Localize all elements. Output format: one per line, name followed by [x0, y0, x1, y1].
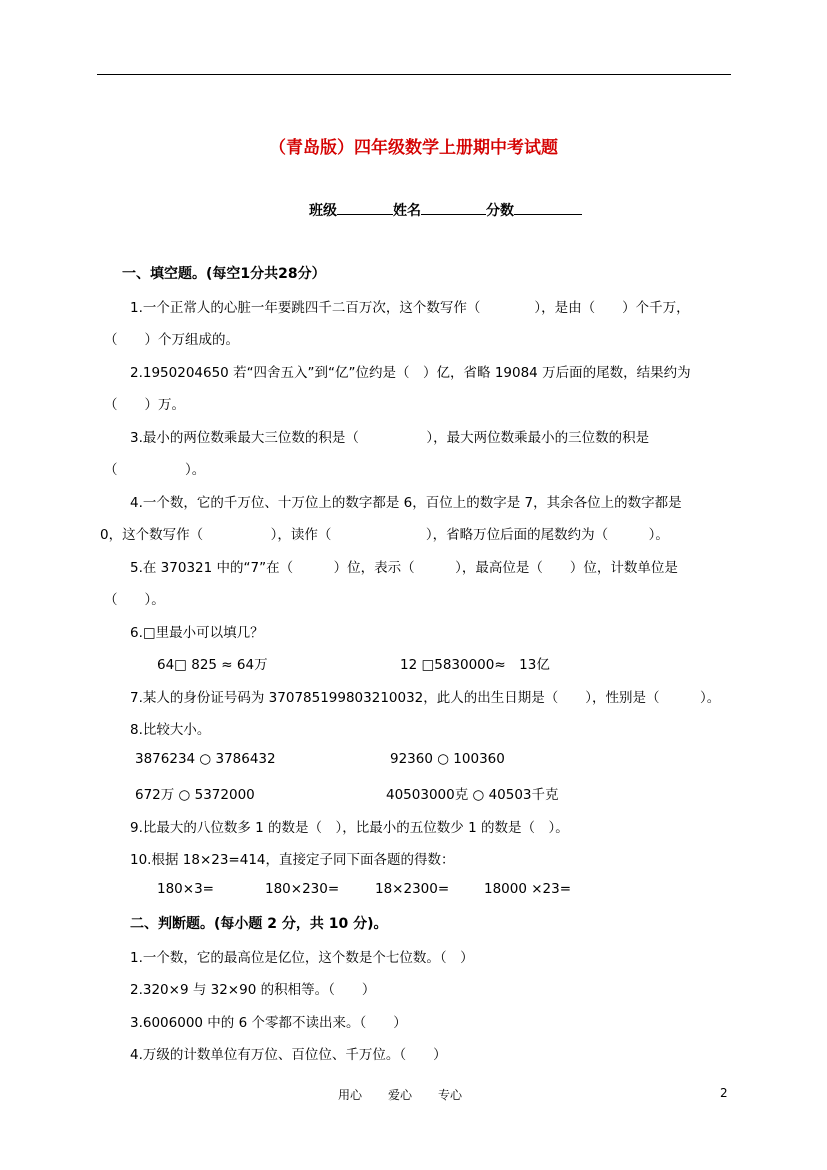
footer-item: 专心 — [438, 1088, 463, 1102]
question-line: 6.□里最小可以填几？ — [130, 625, 264, 641]
calc-item: 18×2300= — [375, 881, 450, 897]
class-label: 班级 — [309, 203, 337, 219]
question-line: 9.比最大的八位数多 1 的数是（ ），比最小的五位数少 1 的数是（ ）。 — [130, 820, 569, 836]
class-blank — [337, 201, 393, 215]
question-line: 4.万级的计数单位有万位、百位位、千万位。（ ） — [130, 1047, 447, 1063]
section1-heading: 一、填空题。(每空1分共28分） — [122, 266, 326, 282]
question-line: 7.某人的身份证号码为 370785199803210032，此人的出生日期是（ ），性别是（ ）。 — [130, 690, 721, 706]
student-info-line — [309, 200, 582, 220]
score-blank — [514, 201, 582, 215]
calc-item: 180×230= — [265, 881, 340, 897]
name-blank — [421, 201, 486, 215]
question-line: 2.320×9 与 32×90 的积相等。（ ） — [130, 982, 376, 998]
calc-item: 180×3= — [157, 881, 214, 897]
compare-item: 672万 ○ 5372000 — [135, 787, 255, 803]
header-rule — [97, 74, 731, 75]
footer-item: 爱心 — [388, 1088, 413, 1102]
question-line: 4.一个数，它的千万位、十万位上的数字都是 6，百位上的数字是 7，其余各位上的数字都是 — [130, 495, 682, 511]
calc-item: 18000 ×23= — [484, 881, 572, 897]
section2-heading: 二、判断题。(每小题 2 分，共 10 分)。 — [130, 916, 388, 932]
compare-item: 3876234 ○ 3786432 — [135, 751, 276, 767]
question-line: 10.根据 18×23=414，直接定子同下面各题的得数： — [130, 852, 455, 868]
question-line: （ ）个万组成的。 — [104, 332, 239, 348]
q6-item: 12 □5830000≈ 13亿 — [400, 657, 550, 673]
q6-item: 64□ 825 ≈ 64万 — [157, 657, 268, 673]
question-line: 1.一个数，它的最高位是亿位，这个数是个七位数。（ ） — [130, 950, 474, 966]
compare-item: 92360 ○ 100360 — [390, 751, 505, 767]
question-line: （ ）。 — [104, 462, 206, 478]
question-line: 5.在 370321 中的“7”在（ ）位，表示（ ），最高位是（ ）位，计数单位是 — [130, 560, 678, 576]
question-line: 3.6006000 中的 6 个零都不读出来。（ ） — [130, 1015, 407, 1031]
name-label: 姓名 — [393, 203, 421, 219]
footer-item: 用心 — [338, 1088, 363, 1102]
question-line: 8.比较大小。 — [130, 722, 211, 738]
question-line: （ ）。 — [104, 592, 165, 608]
compare-item: 40503000克 ○ 40503千克 — [386, 787, 559, 803]
question-line: （ ）万。 — [104, 397, 185, 413]
page-title: （青岛版）四年级数学上册期中考试题 — [269, 138, 558, 158]
question-line: 0，这个数写作（ ），读作（ ），省略万位后面的尾数约为（ ）。 — [100, 527, 669, 543]
page-number: 2 — [720, 1086, 728, 1100]
question-line: 2.1950204650 若“四舍五入”到“亿”位约是（ ）亿，省略 19084 万后面的尾数，结果约为 — [130, 365, 691, 381]
question-line: 3.最小的两位数乘最大三位数的积是（ ），最大两位数乘最小的三位数的积是 — [130, 430, 650, 446]
question-line: 1.一个正常人的心脏一年要跳四千二百万次，这个数写作（ ），是由（ ）个千万， — [130, 300, 690, 316]
score-label: 分数 — [486, 203, 514, 219]
